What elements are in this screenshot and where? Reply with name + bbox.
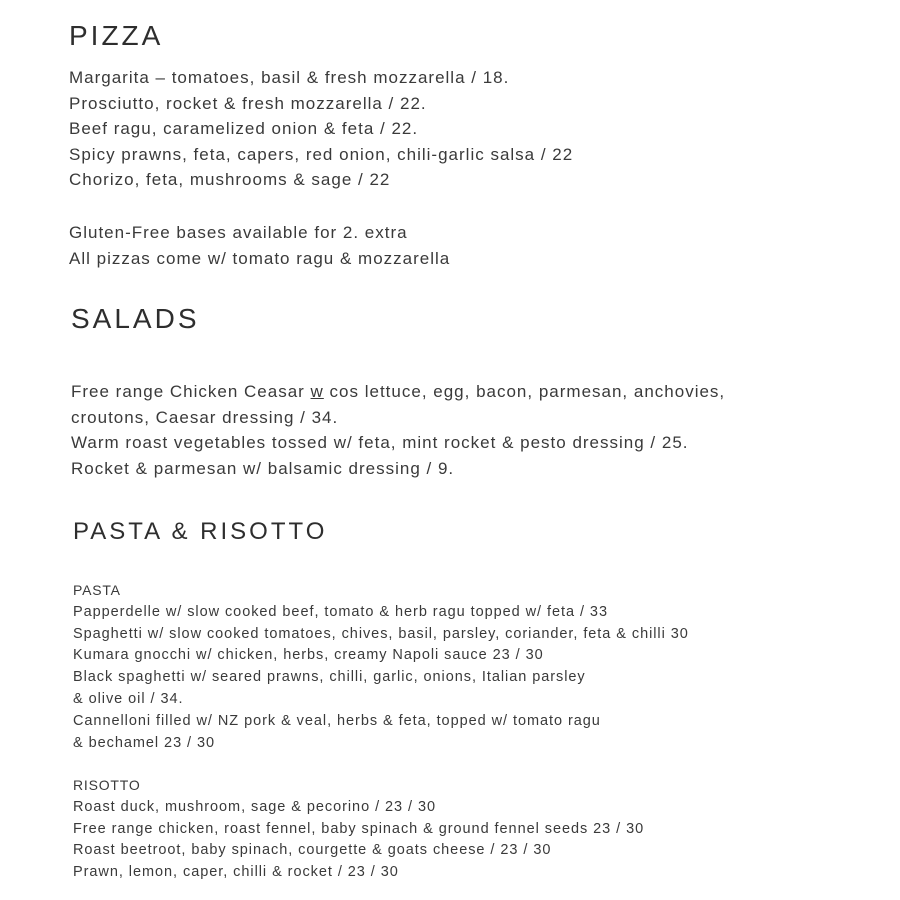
menu-item: Free range chicken, roast fennel, baby spinach & ground fennel seeds 23 / 30: [73, 820, 645, 837]
menu-item: Spicy prawns, feta, capers, red onion, chili-garlic salsa / 22: [69, 144, 574, 164]
item-text: Free range Chicken Ceasar: [71, 382, 311, 401]
menu-item: Spaghetti w/ slow cooked tomatoes, chives, basil, parsley, coriander, feta & chilli 30: [73, 625, 689, 642]
menu-item: Kumara gnocchi w/ chicken, herbs, creamy Napoli sauce 23 / 30: [73, 647, 544, 664]
item-text: w: [310, 382, 324, 401]
menu-item: & olive oil / 34.: [73, 690, 184, 707]
menu-item: Roast beetroot, baby spinach, courgette & goats cheese / 23 / 30: [73, 842, 552, 859]
menu-item: Prawn, lemon, caper, chilli & rocket / 23 / 30: [73, 864, 399, 881]
menu-item: Chorizo, feta, mushrooms & sage / 22: [69, 170, 391, 189]
menu-item: & bechamel 23 / 30: [73, 734, 216, 751]
salads-items: [71, 379, 725, 481]
menu-item: Beef ragu, caramelized onion & feta / 22.: [69, 119, 419, 138]
risotto-section: [73, 775, 644, 884]
pasta-subheading: PASTA: [73, 582, 121, 598]
note: All pizzas come w/ tomato ragu & mozzarella: [69, 248, 451, 268]
pizza-items: [69, 65, 573, 193]
menu-item: [71, 379, 725, 405]
salads-heading: SALADS: [71, 303, 200, 334]
menu-item: Roast duck, mushroom, sage & pecorino / 23 / 30: [73, 798, 437, 815]
menu-item: Prosciutto, rocket & fresh mozzarella / 22.: [69, 93, 427, 113]
item-text: cos lettuce, egg, bacon, parmesan, anchovies,: [323, 382, 726, 401]
menu-item: Warm roast vegetables tossed w/ feta, mint rocket & pesto dressing / 25.: [71, 433, 689, 452]
pasta-section: [73, 580, 689, 754]
note: Gluten-Free bases available for 2. extra: [69, 223, 408, 242]
pasta-risotto-heading: PASTA & RISOTTO: [73, 518, 328, 545]
menu-item: Cannelloni filled w/ NZ pork & veal, herbs & feta, topped w/ tomato ragu: [73, 712, 601, 729]
pizza-notes: [69, 220, 450, 271]
menu-item: Papperdelle w/ slow cooked beef, tomato & herb ragu topped w/ feta / 33: [73, 603, 608, 620]
risotto-subheading: RISOTTO: [73, 777, 141, 793]
menu-item-continuation: croutons, Caesar dressing / 34.: [71, 407, 339, 427]
menu-item: Rocket & parmesan w/ balsamic dressing / 9.: [71, 458, 455, 478]
pizza-heading: PIZZA: [69, 20, 164, 51]
menu-item: Black spaghetti w/ seared prawns, chilli, garlic, onions, Italian parsley: [73, 669, 586, 686]
menu-item: Margarita – tomatoes, basil & fresh mozzarella / 18.: [69, 68, 510, 87]
